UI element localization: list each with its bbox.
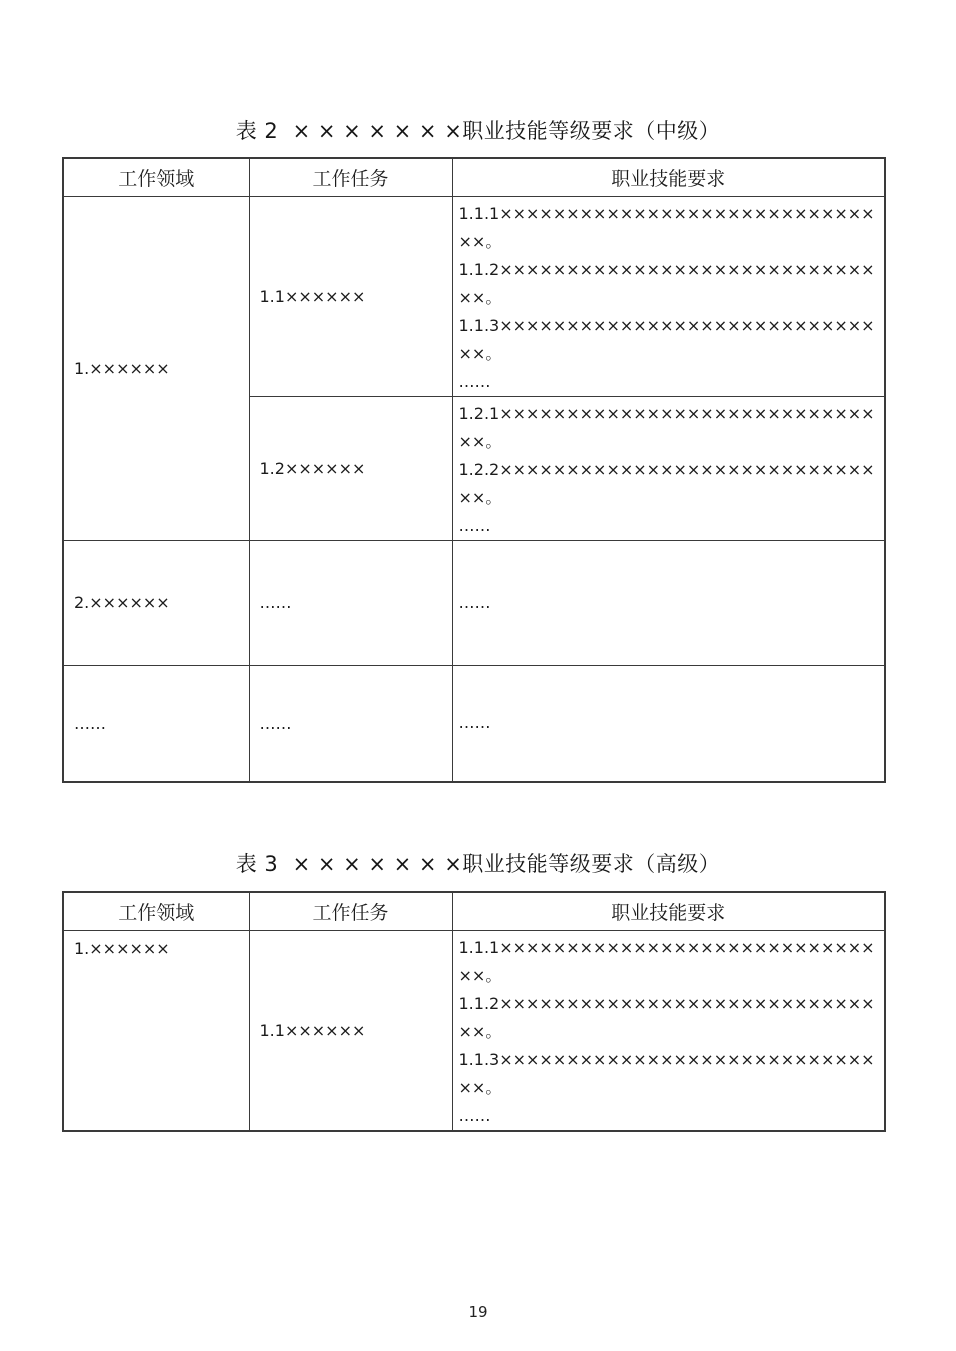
requirement-item: 1.1.3××××××××××××××××××××××××××××××。	[458, 315, 875, 363]
domain-cell: 1.××××××	[63, 930, 249, 1131]
requirement-item: 1.1.2××××××××××××××××××××××××××××××。	[458, 259, 875, 307]
table-row-domain-2	[63, 540, 885, 665]
requirement-item: 1.1.1××××××××××××××××××××××××××××××。	[458, 203, 875, 251]
task-cell: ……	[249, 540, 452, 665]
domain-cell: 2.××××××	[63, 540, 249, 665]
column-header-skill-requirements: 职业技能要求	[452, 158, 885, 196]
requirement-item: 1.1.2××××××××××××××××××××××××××××××。	[458, 993, 875, 1041]
requirements-cell	[452, 396, 885, 540]
column-header-work-domain: 工作领域	[63, 892, 249, 930]
table-2-intermediate	[62, 157, 886, 783]
requirements-cell	[452, 540, 885, 665]
requirements-cell	[452, 930, 885, 1131]
column-header-work-task: 工作任务	[249, 892, 452, 930]
requirements-cell	[452, 196, 885, 396]
table-3-header-row	[63, 892, 885, 930]
task-cell: 1.1××××××	[249, 930, 452, 1131]
table-2-title: 表 2 × × × × × × ×职业技能等级要求（中级）	[235, 119, 721, 143]
column-header-work-task: 工作任务	[249, 158, 452, 196]
requirement-item: ……	[458, 371, 491, 391]
table-2-header-row	[63, 158, 885, 196]
requirement-item: 1.2.1××××××××××××××××××××××××××××××。	[458, 403, 875, 451]
requirement-item: ……	[458, 592, 491, 612]
task-cell: 1.2××××××	[249, 396, 452, 540]
task-cell: ……	[249, 665, 452, 782]
table-row-task-1-1	[63, 196, 885, 396]
requirement-item: 1.2.2××××××××××××××××××××××××××××××。	[458, 459, 875, 507]
requirement-item: ……	[458, 1105, 491, 1125]
requirement-item: 1.1.3××××××××××××××××××××××××××××××。	[458, 1049, 875, 1097]
table-row-task-1-1	[63, 930, 885, 1131]
table-3-title: 表 3 × × × × × × ×职业技能等级要求（高级）	[235, 852, 721, 876]
requirement-item: ……	[458, 515, 491, 535]
table-3-advanced	[62, 891, 886, 1132]
domain-cell: ……	[63, 665, 249, 782]
table-row-domain-ellipsis	[63, 665, 885, 782]
column-header-work-domain: 工作领域	[63, 158, 249, 196]
page-number: 19	[468, 1303, 488, 1321]
requirements-cell	[452, 665, 885, 782]
domain-cell: 1.××××××	[63, 196, 249, 540]
task-cell: 1.1××××××	[249, 196, 452, 396]
column-header-skill-requirements: 职业技能要求	[452, 892, 885, 930]
requirement-item: 1.1.1××××××××××××××××××××××××××××××。	[458, 937, 875, 985]
requirement-item: ……	[458, 713, 491, 733]
